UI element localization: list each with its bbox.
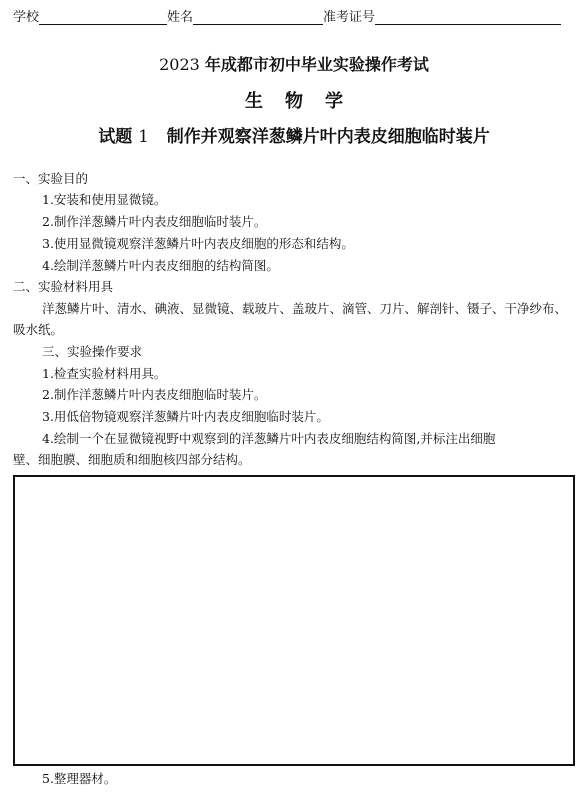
drawing-area[interactable] xyxy=(13,475,575,766)
name-label: 姓名 xyxy=(167,10,194,25)
list-item: 1.安装和使用显微镜。 xyxy=(42,192,167,207)
list-item: 4.绘制一个在显微镜视野中观察到的洋葱鳞片叶内表皮细胞结构简图,并标注出细胞 xyxy=(42,431,496,446)
exam-year: 2023 xyxy=(159,55,200,74)
student-info-header xyxy=(13,6,561,25)
subject-title: 生物学 xyxy=(245,91,365,112)
test-number: 1 xyxy=(138,127,149,147)
exam-title-text: 年成都市初中毕业实验操作考试 xyxy=(204,55,429,74)
school-field[interactable] xyxy=(39,12,167,25)
list-item: 4.绘制洋葱鳞片叶内表皮细胞的结构简图。 xyxy=(42,258,279,273)
list-item: 3.使用显微镜观察洋葱鳞片叶内表皮细胞的形态和结构。 xyxy=(42,236,354,251)
name-field[interactable] xyxy=(193,12,323,25)
section-heading: 二、实验材料用具 xyxy=(13,279,114,294)
exam-number-field[interactable] xyxy=(375,12,561,25)
list-item: 壁、细胞膜、细胞质和细胞核四部分结构。 xyxy=(13,452,251,467)
materials-text: 吸水纸。 xyxy=(13,322,64,337)
list-item: 5.整理器材。 xyxy=(42,771,117,786)
test-name: 制作并观察洋葱鳞片叶内表皮细胞临时装片 xyxy=(166,127,490,147)
materials-text: 洋葱鳞片叶、清水、碘液、显微镜、载玻片、盖玻片、滴管、刀片、解剖针、镊子、干净纱布、 xyxy=(42,301,568,316)
list-item: 2.制作洋葱鳞片叶内表皮细胞临时装片。 xyxy=(42,387,267,402)
test-prefix: 试题 xyxy=(98,127,133,147)
list-item: 1.检查实验材料用具。 xyxy=(42,366,167,381)
exam-number-label: 准考证号 xyxy=(323,10,376,25)
section-heading: 三、实验操作要求 xyxy=(42,344,143,359)
list-item: 3.用低倍物镜观察洋葱鳞片叶内表皮细胞临时装片。 xyxy=(42,409,329,424)
school-label: 学校 xyxy=(13,10,40,25)
section-heading: 一、实验目的 xyxy=(13,171,89,186)
test-title xyxy=(0,122,588,147)
exam-title xyxy=(0,52,588,75)
list-item: 2.制作洋葱鳞片叶内表皮细胞临时装片。 xyxy=(42,214,267,229)
